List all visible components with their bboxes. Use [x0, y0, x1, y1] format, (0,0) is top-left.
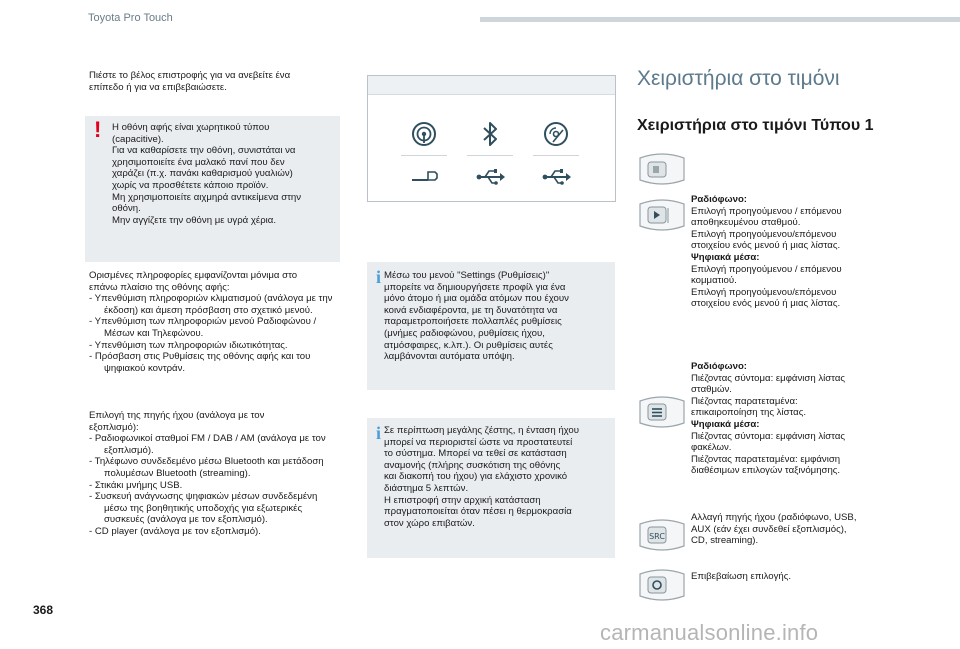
block-line: Επιβεβαίωση επιλογής. — [691, 571, 791, 582]
steering-wheel-controls-icon — [638, 152, 686, 186]
warning-line: χωρίς να προσθέτετε κάποιο προϊόν. — [112, 179, 269, 191]
block-line: Επιλογή προηγούμενου/επόμενου — [691, 228, 837, 240]
radio-icon — [408, 118, 440, 150]
block-line: Αλλαγή πηγής ήχου (ραδιόφωνο, USB, — [691, 512, 857, 523]
block-line: Επιλογή προηγούμενου / επόμενου — [691, 205, 842, 217]
warning-line: οθόνη. — [112, 203, 141, 215]
warning-icon: ! — [94, 117, 102, 142]
warning-line: Η οθόνη αφής είναι χωρητικού τύπου — [112, 122, 270, 133]
controls-block-1 — [691, 194, 891, 310]
block-line: Πιέζοντας σύντομα: εμφάνιση λίστας — [691, 430, 846, 442]
block-line: Επιλογή προηγούμενου / επόμενου — [691, 263, 842, 275]
note-line: ατμόσφαιρες, κ.λπ.). Οι ρυθμίσεις αυτές — [384, 339, 553, 351]
source-intro-line: εξοπλισμό): — [89, 421, 139, 433]
block-line: Πιέζοντας παρατεταμένα: — [691, 395, 798, 407]
block-line: σταθμών. — [691, 384, 732, 396]
icon-divider — [533, 155, 579, 156]
warning-line: Μην αγγίζετε την οθόνη με υγρά χέρια. — [112, 214, 276, 226]
list-item: - Ραδιοφωνικοί σταθμοί FM / DAB / AM (ανάλογα με τον εξοπλισμό). — [89, 433, 326, 456]
note-line: διάστημα 5 λεπτών. — [384, 482, 469, 494]
block-line: Ραδιόφωνο: — [691, 194, 747, 205]
header-title: Toyota Pro Touch — [88, 12, 173, 24]
page-number: 368 — [33, 603, 54, 617]
screen-top-bar — [368, 76, 615, 95]
note-line: το σύστημα. Μπορεί να τεθεί σε κατάσταση — [384, 448, 567, 460]
source-section — [89, 410, 341, 538]
block-line: φακέλων. — [691, 442, 732, 454]
block-line: CD, streaming). — [691, 535, 759, 547]
warning-line: Για να καθαρίσετε την οθόνη, συνιστάται να — [112, 145, 296, 157]
warning-line: χρησιμοποιείτε ένα μαλακό πανί που δεν — [112, 156, 285, 168]
section-heading: Χειριστήρια στο τιμόνι — [637, 67, 840, 90]
block-line: Ψηφιακά μέσα: — [691, 251, 760, 263]
intro-text — [89, 70, 339, 93]
steering-wheel-controls-icon — [638, 395, 686, 429]
block-line: Ραδιόφωνο: — [691, 361, 747, 372]
warning-line: χαράζει (π.χ. πανάκι καθαρισμού γυαλιών) — [112, 168, 293, 180]
note-line: αναμονής (πλήρης συσκότιση της οθόνης — [384, 459, 561, 471]
note-line: μπορεί να περιοριστεί ώστε να προστατευτεί — [384, 436, 573, 448]
block-line: αποθηκευμένου σταθμού. — [691, 217, 801, 229]
aux-jack-icon — [408, 161, 440, 193]
info-section — [89, 270, 341, 374]
svg-text:SRC: SRC — [649, 532, 665, 541]
block-line: στοιχείου ενός μενού ή μιας λίστας. — [691, 298, 841, 310]
usb-icon — [540, 161, 572, 193]
list-item: - Υπενθύμιση των πληροφοριών ιδιωτικότητας. — [89, 339, 288, 351]
list-item: - Τηλέφωνο συνδεδεμένο μέσω Bluetooth και μετάδοση πολυμέσων Bluetooth (streaming). — [89, 456, 324, 479]
controls-block-4 — [691, 571, 891, 583]
block-line: επικαιροποίηση της λίστας. — [691, 407, 807, 419]
source-screen-illustration — [367, 75, 616, 202]
list-item: - Υπενθύμιση πληροφοριών κλιματισμού (ανάλογα με την έκδοση) και άμεση πρόσβαση στο σχετικό μενού. — [89, 293, 333, 316]
usb-icon — [474, 161, 506, 193]
icon-divider — [401, 155, 447, 156]
heat-note-text — [384, 425, 612, 529]
header-bar — [480, 17, 960, 22]
cd-icon — [540, 118, 572, 150]
controls-block-2 — [691, 361, 891, 477]
note-line: Η επιστροφή στην αρχική κατάσταση — [384, 494, 541, 506]
steering-wheel-controls-icon — [638, 568, 686, 602]
warning-box — [85, 116, 340, 262]
block-line: κομματιού. — [691, 275, 737, 287]
steering-wheel-controls-icon — [638, 198, 686, 232]
block-line: AUX (εάν έχει συνδεθεί εξοπλισμός), — [691, 523, 847, 535]
source-intro-line: Επιλογή της πηγής ήχου (ανάλογα με τον — [89, 410, 265, 421]
intro-line: επίπεδο ή για να επιβεβαιώσετε. — [89, 81, 227, 93]
list-item: - CD player (ανάλογα με τον εξοπλισμό). — [89, 525, 261, 537]
settings-note-text — [384, 270, 612, 363]
note-line: μόνο άτομο ή μια ομάδα ατόμων που έχουν — [384, 293, 569, 305]
icon-divider — [467, 155, 513, 156]
steering-wheel-controls-icon — [638, 518, 686, 552]
note-line: (μνήμες ραδιοφώνου, ρυθμίσεις ήχου, — [384, 327, 545, 339]
block-line: στοιχείου ενός μενού ή μιας λίστας. — [691, 240, 841, 252]
settings-info-box — [367, 262, 615, 390]
list-item: - Συσκευή ανάγνωσης ψηφιακών μέσων συνδεδεμένη μέσω της βοηθητικής υποδοχής για εξωτερικές συσκευές (ανάλογα με τον εξοπλισμό). — [89, 491, 318, 526]
note-line: στον χώρο επιβατών. — [384, 517, 475, 529]
block-line: διαθέσιμων επιλογών ταξινόμησης. — [691, 465, 841, 477]
info-intro-line: επάνω πλαίσιο της οθόνης αφής: — [89, 281, 230, 293]
block-line: Πιέζοντας σύντομα: εμφάνιση λίστας — [691, 372, 846, 384]
note-line: λαμβάνονται αυτόματα υπόψη. — [384, 351, 515, 363]
note-line: μπορείτε να δημιουργήσετε προφίλ για ένα — [384, 281, 566, 293]
warning-line: (capacitive). — [112, 133, 164, 145]
warning-line: Μη χρησιμοποιείτε αιχμηρά αντικείμενα στην — [112, 191, 302, 203]
bluetooth-icon — [474, 118, 506, 150]
list-item: - Στικάκι μνήμης USB. — [89, 479, 183, 491]
note-line: παραμετροποιήσετε πολλαπλές ρυθμίσεις — [384, 316, 562, 328]
watermark: carmanualsonline.info — [600, 620, 819, 645]
block-line: Ψηφιακά μέσα: — [691, 418, 760, 430]
note-line: και διακοπή του ήχου) για ελάχιστο χρονικό — [384, 471, 568, 483]
section-subheading: Χειριστήρια στο τιμόνι Τύπου 1 — [637, 117, 874, 134]
controls-block-3 — [691, 512, 891, 547]
info-intro-line: Ορισμένες πληροφορίες εμφανίζονται μόνιμα στο — [89, 270, 298, 281]
note-line: Μέσω του μενού "Settings (Ρυθμίσεις)" — [384, 270, 550, 281]
block-line: Επιλογή προηγούμενου/επόμενου — [691, 286, 837, 298]
note-line: πραγματοποιείται όταν πέσει η θερμοκρασία — [384, 506, 572, 518]
note-line: κοινά ενδιαφέροντα, με τη δυνατότητα να — [384, 304, 558, 316]
list-item: - Υπενθύμιση των πληροφοριών μενού Ραδιοφώνου / Μέσων και Τηλεφώνου. — [89, 316, 317, 339]
info-icon: i — [376, 423, 382, 443]
block-line: Πιέζοντας παρατεταμένα: εμφάνιση — [691, 453, 841, 465]
note-line: Σε περίπτωση μεγάλης ζέστης, η ένταση ήχου — [384, 425, 580, 436]
heat-info-box — [367, 418, 615, 558]
list-item: - Πρόσβαση στις Ρυθμίσεις της οθόνης αφής και του ψηφιακού κοντράν. — [89, 351, 311, 374]
warning-text — [112, 122, 337, 226]
intro-line: Πιέστε το βέλος επιστροφής για να ανεβείτε ένα — [89, 70, 291, 81]
info-icon: i — [376, 267, 382, 287]
